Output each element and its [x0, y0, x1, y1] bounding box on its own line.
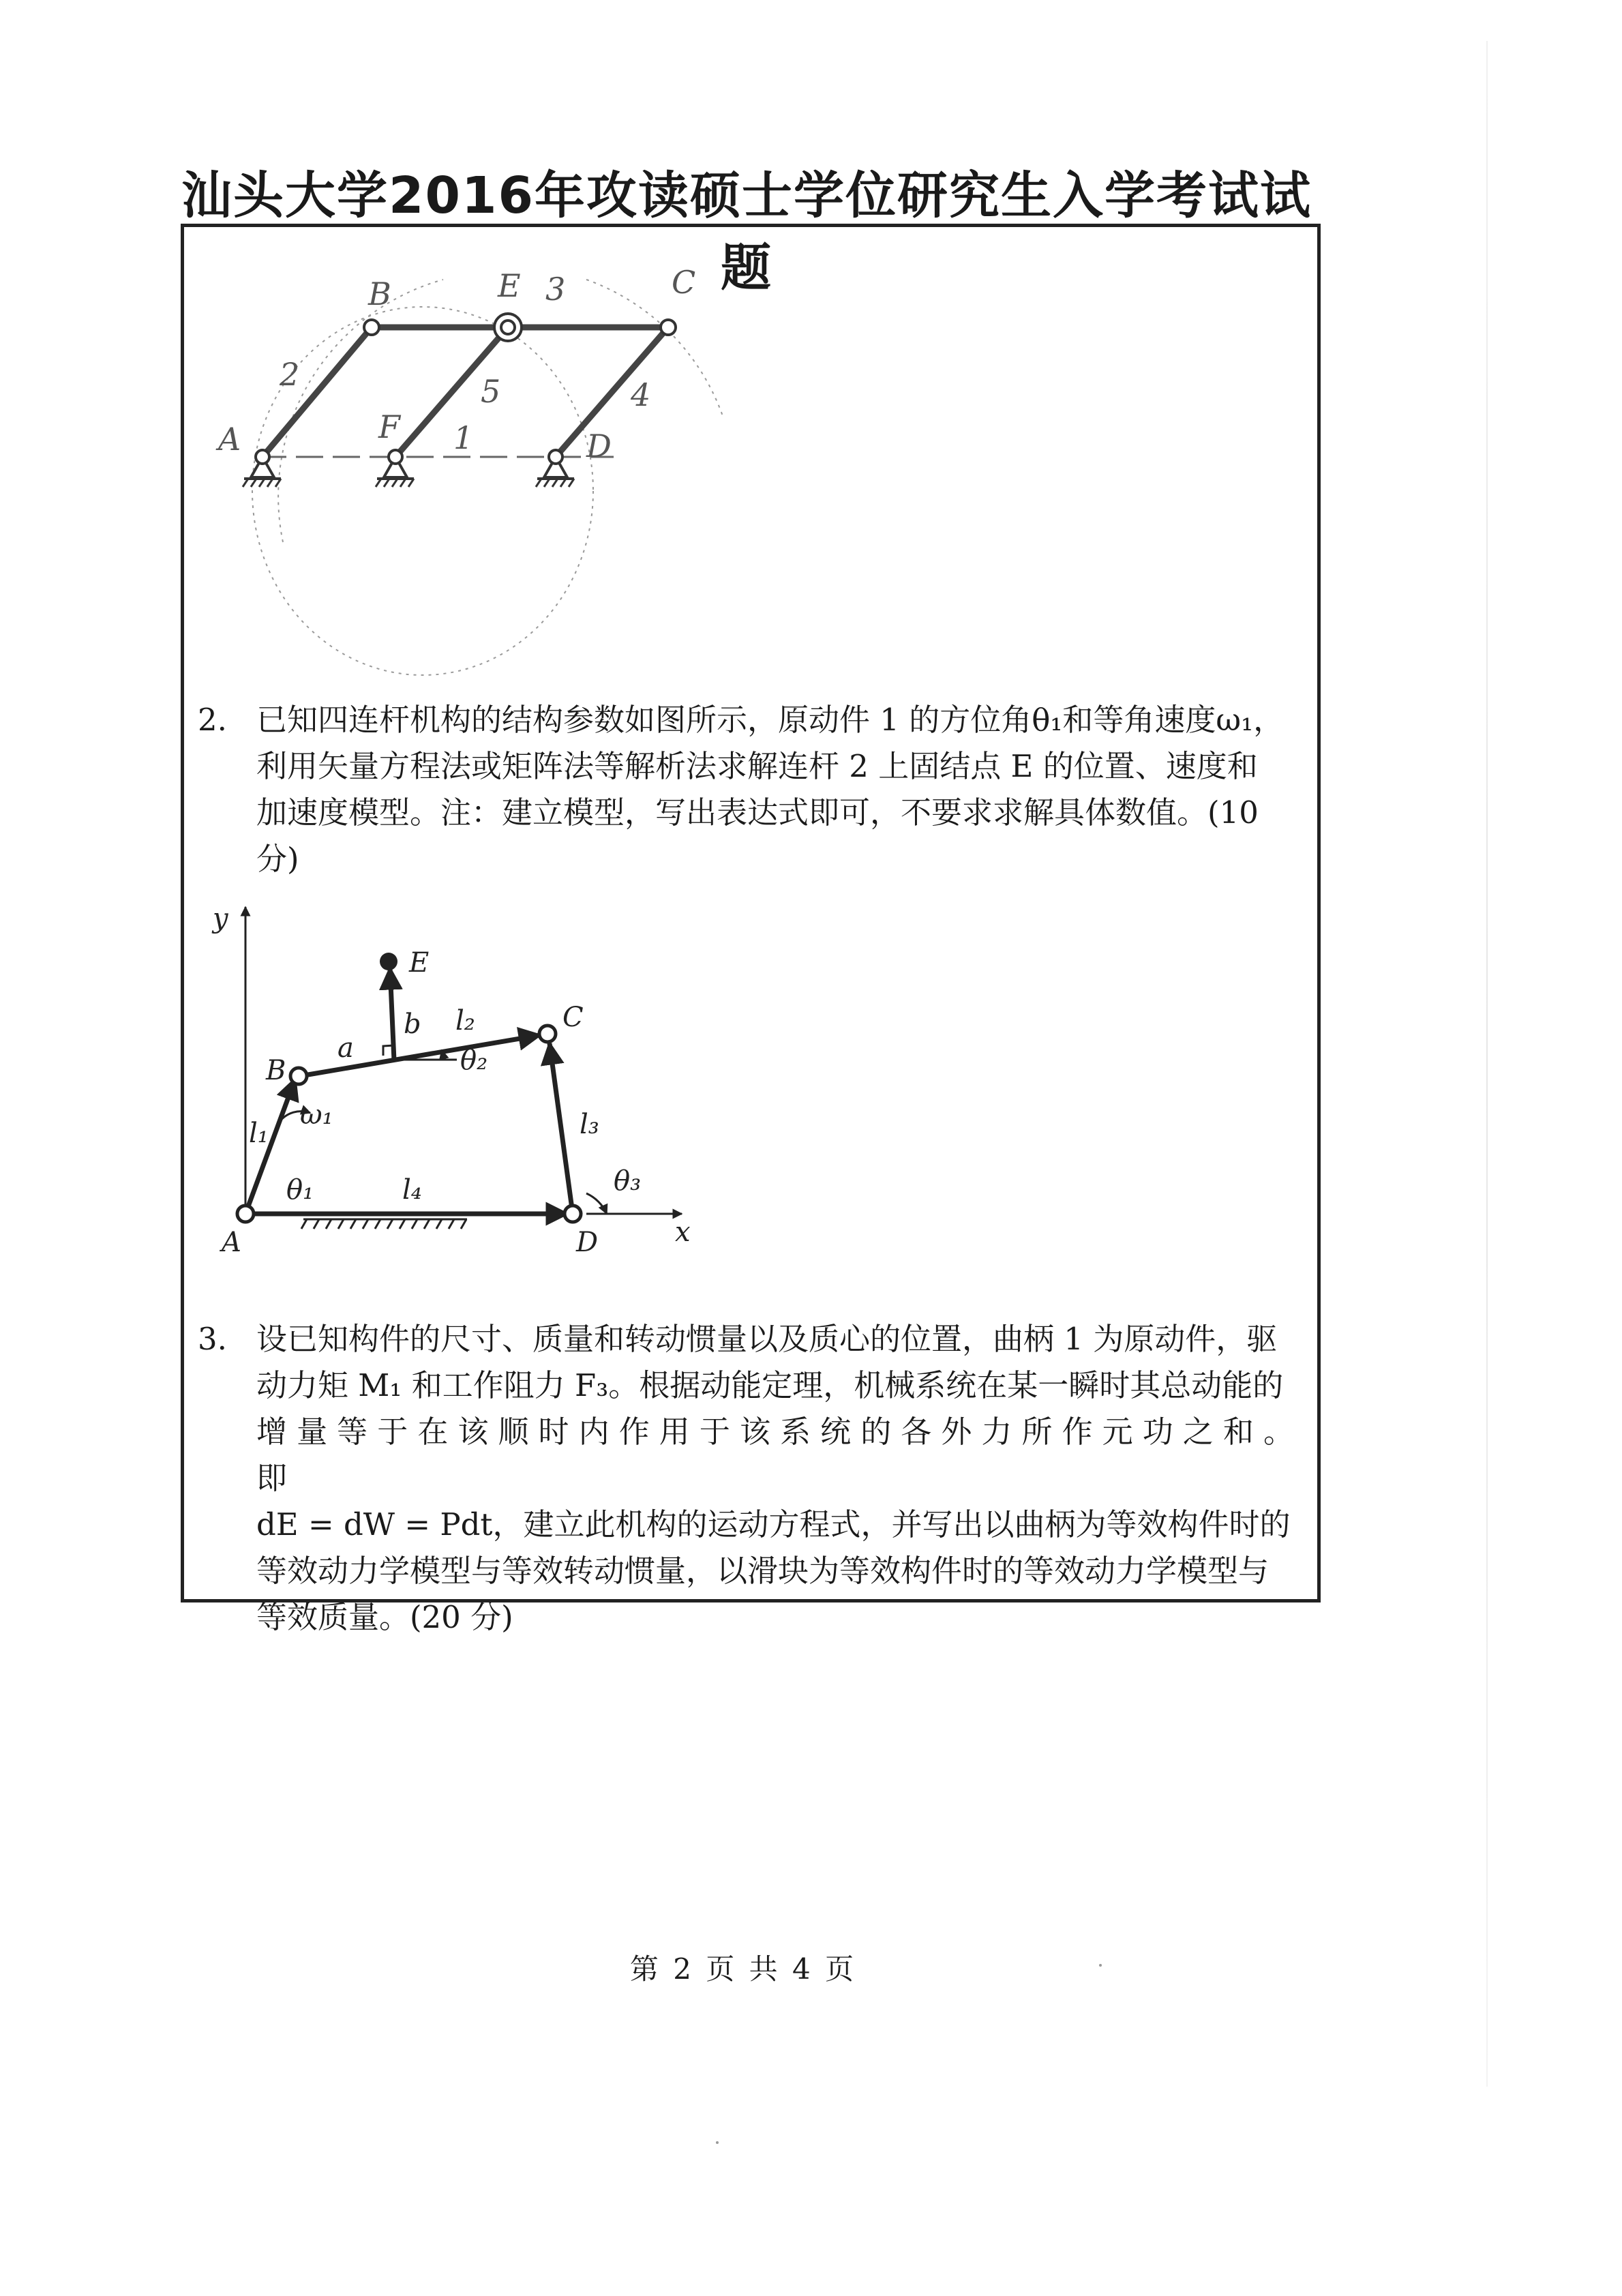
joint-e-inner [501, 320, 515, 334]
question-2-number: 2. [198, 702, 227, 738]
question-2 [198, 697, 1302, 882]
theta2-arc [442, 1050, 443, 1060]
question-3-line: 动力矩 M₁ 和工作阻力 F₃。根据动能定理，机械系统在某一瞬时其总动能的 [256, 1367, 1284, 1403]
question-2-line: 利用矢量方程法或矩阵法等解析法求解连杆 2 上固结点 E 的位置、速度和 [256, 748, 1258, 784]
scan-edge [1486, 41, 1488, 2087]
label-omega1: ω₁ [300, 1099, 333, 1131]
question-2-line: 已知四连杆机构的结构参数如图所示，原动件 1 的方位角θ₁和等角速度ω₁， [256, 702, 1285, 738]
label-l4: l₄ [402, 1174, 422, 1206]
label-y: y [213, 903, 228, 934]
label-x: x [675, 1217, 691, 1248]
question-3-number: 3. [198, 1321, 227, 1357]
scan-speck [716, 2141, 719, 2144]
vector-l3 [550, 1043, 573, 1214]
label-l3: l₃ [580, 1109, 599, 1140]
figure-2-four-bar [205, 886, 723, 1268]
ground-hatch [301, 1219, 466, 1229]
label-c: C [562, 1002, 584, 1033]
scan-speck [1099, 1964, 1102, 1967]
question-3-line: dE = dW = Pdt，建立此机构的运动方程式，并写出以曲柄为等效构件时的 [256, 1506, 1291, 1542]
label-link-3: 3 [545, 271, 566, 308]
point-e [380, 953, 397, 970]
question-3-line: 等效动力学模型与等效转动惯量，以滑块为等效构件时的等效动力学模型与 [256, 1553, 1270, 1589]
label-b: B [368, 275, 391, 312]
label-a: A [218, 421, 241, 458]
label-d: D [576, 1227, 599, 1258]
label-theta3: θ₃ [614, 1165, 642, 1197]
label-a: A [222, 1227, 241, 1258]
label-d: D [586, 428, 612, 464]
label-theta2: θ₂ [460, 1045, 488, 1076]
question-3-line: 设已知构件的尺寸、质量和转动惯量以及质心的位置，曲柄 1 为原动件，驱 [256, 1321, 1278, 1357]
label-f: F [378, 408, 400, 445]
label-link-5: 5 [481, 373, 501, 410]
pivot-a [243, 450, 281, 487]
label-c: C [672, 264, 696, 301]
label-theta1: θ₁ [286, 1174, 314, 1206]
joint-b [290, 1068, 307, 1084]
label-e: E [409, 947, 430, 979]
label-a-length: a [337, 1032, 354, 1064]
pivot-f [376, 450, 414, 487]
label-link-1: 1 [453, 419, 474, 456]
question-3-line: 等效质量。(20 分) [256, 1599, 513, 1635]
label-link-2: 2 [280, 356, 300, 393]
trajectory-circle-e [252, 307, 593, 675]
joint-c [539, 1026, 556, 1042]
question-2-line: 加速度模型。注：建立模型，写出表达式即可，不要求求解具体数值。(10 [256, 794, 1259, 831]
label-e: E [498, 267, 521, 304]
label-b-length: b [404, 1009, 421, 1040]
question-2-line: 分) [256, 841, 299, 877]
page-footer: 第 2 页 共 4 页 [629, 1952, 857, 1986]
label-link-4: 4 [631, 376, 651, 413]
question-2-text [256, 697, 1302, 882]
label-b: B [266, 1055, 286, 1086]
pivot-d [536, 450, 574, 487]
joint-a [237, 1206, 254, 1222]
link-4 [556, 327, 668, 457]
question-3-line: 增量等于在该顺时内作用于该系统的各外力所作元功之和。即 [256, 1414, 1302, 1496]
theta3-arc [586, 1193, 607, 1214]
joint-b [364, 320, 379, 335]
label-l2: l₂ [455, 1005, 475, 1037]
figure-1-linkage [205, 259, 750, 668]
vector-l2 [300, 1035, 540, 1076]
question-3 [198, 1316, 1302, 1641]
page-title: 汕头大学2016年攻读硕士学位研究生入学考试试题 [181, 166, 1312, 297]
label-l1: l₁ [249, 1118, 269, 1149]
joint-d [565, 1206, 581, 1222]
question-3-text [256, 1316, 1302, 1641]
joint-c [661, 320, 676, 335]
